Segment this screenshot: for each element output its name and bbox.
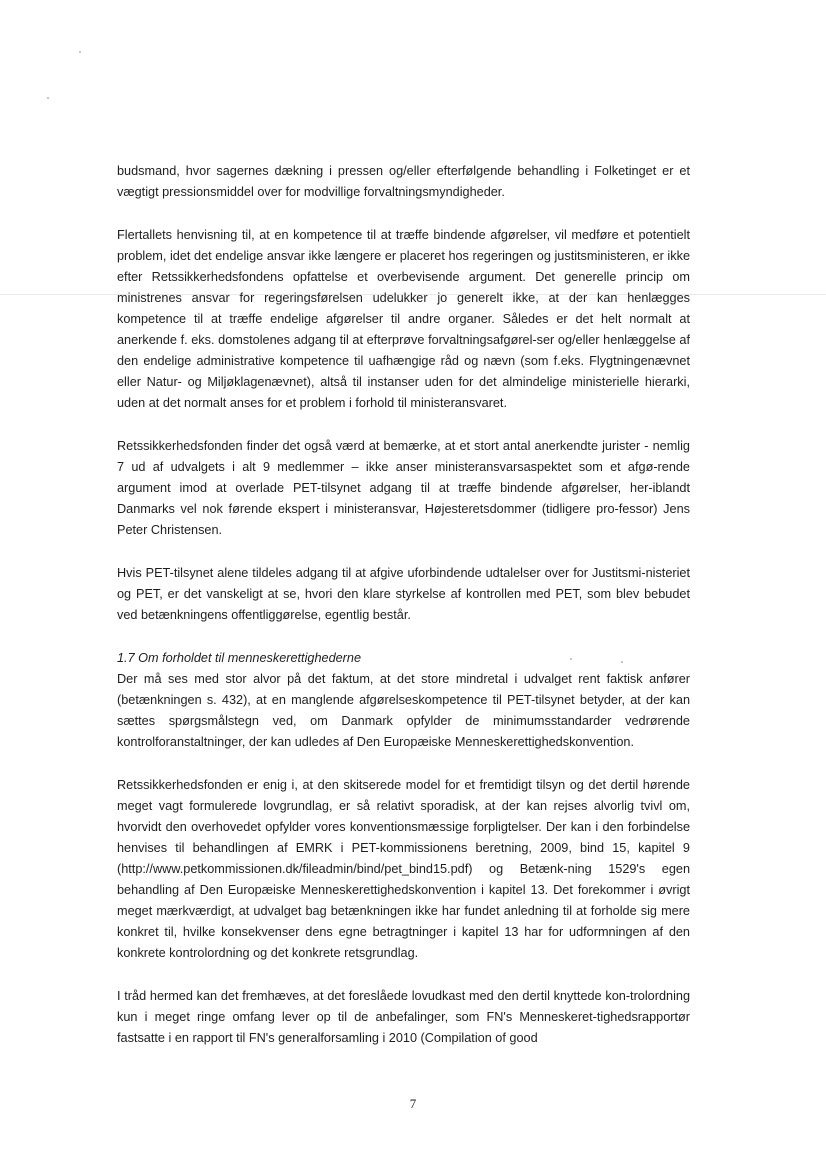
paragraph-uforbindende: Hvis PET-tilsynet alene tildeles adgang til at afgive uforbindende udtalelser over for Justitsmi-nisteriet og PET, er det vanskeligt at se, hvori den klare styrkelse af kontrollen med PET, som blev bebudet ved betænkningens offentliggørelse, egentlig består.	[117, 566, 690, 622]
paragraph-jurister: Retssikkerhedsfonden finder det også værd at bemærke, at et stort antal anerkendte jurister - nemlig 7 ud af udvalgets i alt 9 medlemmer – ikke anser ministeransvarsaspektet som et afgø-rende argument imod at overlade PET-tilsynet adgang til at træffe bindende afgørelser, her-iblandt Danmarks vel nok førende ekspert i ministeransvar, Højesteretsdommer (tidligere pro-fessor) Jens Peter Christensen.	[117, 439, 690, 537]
paragraph-ministeransvar: Flertallets henvisning til, at en kompetence til at træffe bindende afgørelser, vil medføre et potentielt problem, idet det endelige ansvar ikke længere er placeret hos regeringen og justitsministeren, er ikke efter Retssikkerhedsfondens opfattelse et overbevisende argument. Det generelle princip om ministrenes ansvar for regeringsførelsen udelukker jo generelt ikke, at der kan henlægges kompetence til at træffe endelige afgørelser til andre organer. Således er det helt normalt at anerkende f. eks. domstolenes adgang til at efterprøve forvaltningsafgørel-ser og/eller henlæggelse af den endelige administrative kompetence til uafhængige råd og nævn (som f.eks. Flygtningenævnet eller Natur- og Miljøklagenævnet), altså til instanser uden for det almindelige ministerielle hierarki, uden at det normalt anses for et problem i forhold til ministeransvaret.	[117, 228, 690, 410]
document-body	[117, 161, 690, 1071]
page-number: 7	[409, 1096, 417, 1111]
scan-speck	[79, 51, 81, 53]
paragraph-continuation: budsmand, hvor sagernes dækning i pressen og/eller efterfølgende behandling i Folketinget er et vægtigt pressionsmiddel over for modvillige forvaltningsmyndigheder.	[117, 164, 690, 199]
section-heading: 1.7 Om forholdet til menneskerettighederne	[117, 651, 362, 665]
paragraph-fn-rapport: I tråd hermed kan det fremhæves, at det foreslåede lovudkast med den dertil knyttede kon-trolordning kun i meget ringe omfang lever op til de anbefalinger, som FN's Menneskeret-tighedsrapportør fastsatte i en rapport til FN's generalforsamling i 2010 (Compilation of good	[117, 989, 690, 1045]
paragraph-emrk: Retssikkerhedsfonden er enig i, at den skitserede model for et fremtidigt tilsyn og det dertil hørende meget vagt formulerede lovgrundlag, er så relativt sporadisk, at der kan rejses alvorlig tvivl om, hvorvidt den overhovedet opfylder vores konventionsmæssige forpligtelser. Der kan i den forbindelse henvises til behandlingen af EMRK i PET-kommissionens beretning, 2009, bind 15, kapitel 9 (http://www.petkommissionen.dk/fileadmin/bind/pet_bind15.pdf) og Betænk-ning 1529's egen behandling af Den Europæiske Menneskerettighedskonvention i kapitel 13. Det forekommer i øvrigt meget mærkværdigt, at udvalget bag betænkningen ikke har fundet anledning til at forholde sig mere konkret til, hvilke konsekvenser dens egne betragtninger i kapitel 13 har for udformningen af den konkrete kontrolordning og det konkrete retsgrundlag.	[117, 778, 690, 960]
scan-speck	[47, 97, 49, 99]
paragraph-mindretal: Der må ses med stor alvor på det faktum, at det store mindretal i udvalget rent faktisk anfører (betænkningen s. 432), at en manglende afgørelseskompetence til PET-tilsynet betyder, at der kan sættes spørgsmålstegn ved, om Danmark opfylder de minimumsstandarder vedrørende kontrolforanstaltninger, der kan udledes af Den Europæiske Menneskerettighedskonvention.	[117, 672, 690, 749]
